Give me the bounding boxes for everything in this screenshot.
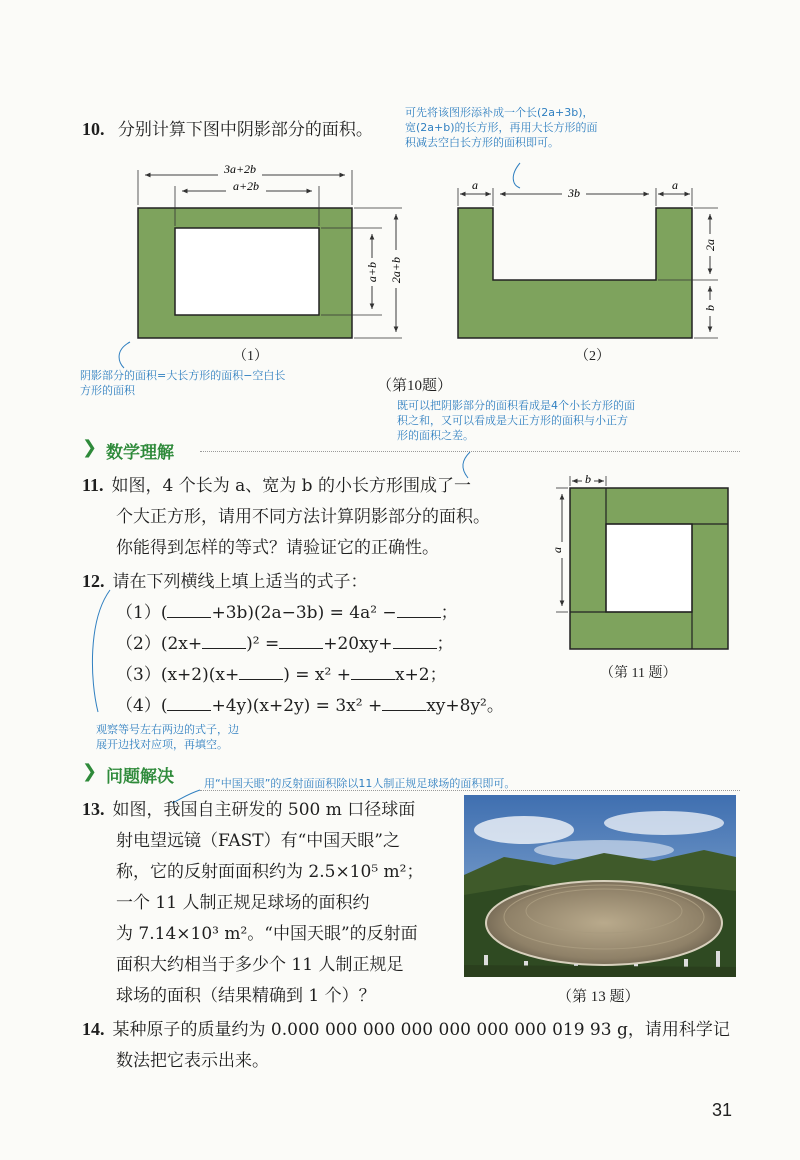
q12-item-2: （2）(2x+ )² = +20xy+ ； xyxy=(116,634,454,654)
q12-block xyxy=(82,566,542,722)
fig1-label-outer-width: 3a+2b xyxy=(223,162,257,176)
q12-hint: 观察等号左右两边的式子，边 展开边找对应项，再填空。 xyxy=(96,723,239,751)
q12-item-3: （3）(x+2)(x+ ) = x² + x+2； xyxy=(116,665,447,685)
q13-line-6: 面积大约相当于多少个 11 人制正规足 xyxy=(116,955,404,975)
fig1-label-inner-width: a+2b xyxy=(232,179,260,193)
page-number: 31 xyxy=(712,1100,733,1120)
q12-4-blank-b[interactable] xyxy=(382,696,426,711)
q12-item-1: （1）( +3b)(2a−3b) = 4a² − ； xyxy=(116,603,458,623)
q11-line-3: 你能得到怎样的等式？请验证它的正确性。 xyxy=(116,538,439,558)
q11-figure xyxy=(548,468,738,658)
q12-2-blank-b[interactable] xyxy=(279,634,323,649)
q14-block xyxy=(82,1014,762,1077)
q11-caption: （第 11 题） xyxy=(600,666,677,681)
fig1-caption: （1） xyxy=(233,349,268,364)
q13-line-7: 球场的面积（结果精确到 1 个）？ xyxy=(116,986,376,1006)
q12-1-blank-b[interactable] xyxy=(397,603,441,618)
fig1-label-outer-height: 2a+b xyxy=(389,256,403,284)
q13-line-3: 称，它的反射面面积约为 2.5×10⁵ m²； xyxy=(116,862,424,882)
q11-number: 11. xyxy=(82,475,104,495)
q11-line-1: 如图，4 个长为 a、宽为 b 的小长方形围成了一 xyxy=(111,476,471,496)
section-title-math-understanding: 数学理解 xyxy=(106,443,174,463)
q13-line-2: 射电望远镜（FAST）有“中国天眼”之 xyxy=(116,831,400,851)
q11-line-2: 个大正方形，请用不同方法计算阴影部分的面积。 xyxy=(116,507,490,527)
fast-telescope-photo xyxy=(464,795,736,977)
q10-caption: （第10题） xyxy=(377,378,453,394)
q12-2-blank-c[interactable] xyxy=(393,634,437,649)
q11-label-a: a xyxy=(550,547,564,553)
fig2-label-right-a: a xyxy=(672,178,678,192)
q12-number: 12. xyxy=(82,571,105,591)
q14-number: 14. xyxy=(82,1019,105,1039)
q13-block xyxy=(82,794,462,1012)
q10-text: 分别计算下图中阴影部分的面积。 xyxy=(117,120,373,140)
q11-label-b: b xyxy=(585,472,591,486)
fig2-label-2a: 2a xyxy=(703,239,717,251)
q13-number: 13. xyxy=(82,799,105,819)
fig2-caption: （2） xyxy=(575,349,610,364)
q12-4-blank-a[interactable] xyxy=(167,696,211,711)
q10-hint-top: 可先将该图形添补成一个长(2a+3b)， 宽(2a+b)的长方形，再用大长方形的面 积减去空白长方形的面积即可。 xyxy=(405,106,598,149)
q12-3-blank-b[interactable] xyxy=(351,665,395,680)
q12-text: 请在下列横线上填上适当的式子： xyxy=(112,572,368,592)
q10-hint-right: 既可以把阴影部分的面积看成是4个小长方形的面 积之和，又可以看成是大正方形的面积与小正方 形的面积之差。 xyxy=(397,399,635,442)
q13-hint: 用“中国天眼”的反射面面积除以11人制正规足球场的面积即可。 xyxy=(204,777,516,790)
q11-block xyxy=(82,470,552,564)
q14-line-2: 数法把它表示出来。 xyxy=(116,1051,269,1071)
q12-1-blank-a[interactable] xyxy=(167,603,211,618)
fig2-label-left-a: a xyxy=(472,178,478,192)
q12-item-4: （4）( +4y)(x+2y) = 3x² + xy+8y²。 xyxy=(116,696,504,716)
section-divider-1 xyxy=(200,451,740,452)
fig2-label-3b: 3b xyxy=(568,186,580,200)
section-icon-2: ❯ xyxy=(82,761,98,782)
section-title-problem-solving: 问题解决 xyxy=(106,767,174,787)
q14-line-1: 某种原子的质量约为 0.000 000 000 000 000 000 000 019 93 g，请用科学记 xyxy=(112,1020,730,1040)
q10-number: 10. xyxy=(82,119,105,139)
section-icon-1: ❯ xyxy=(82,437,98,458)
q13-line-4: 一个 11 人制正规足球场的面积约 xyxy=(116,893,370,913)
fig2-label-b: b xyxy=(703,305,717,311)
fig1-label-inner-height: a+b xyxy=(365,261,379,283)
q12-3-blank-a[interactable] xyxy=(239,665,283,680)
q10-hint-left: 阴影部分的面积=大长方形的面积−空白长 方形的面积 xyxy=(80,369,286,397)
q13-line-5: 为 7.14×10³ m²。“中国天眼”的反射面 xyxy=(116,924,418,944)
q13-line-1: 如图，我国自主研发的 500 m 口径球面 xyxy=(112,800,416,820)
q12-2-blank-a[interactable] xyxy=(202,634,246,649)
q13-caption: （第 13 题） xyxy=(557,989,640,1005)
